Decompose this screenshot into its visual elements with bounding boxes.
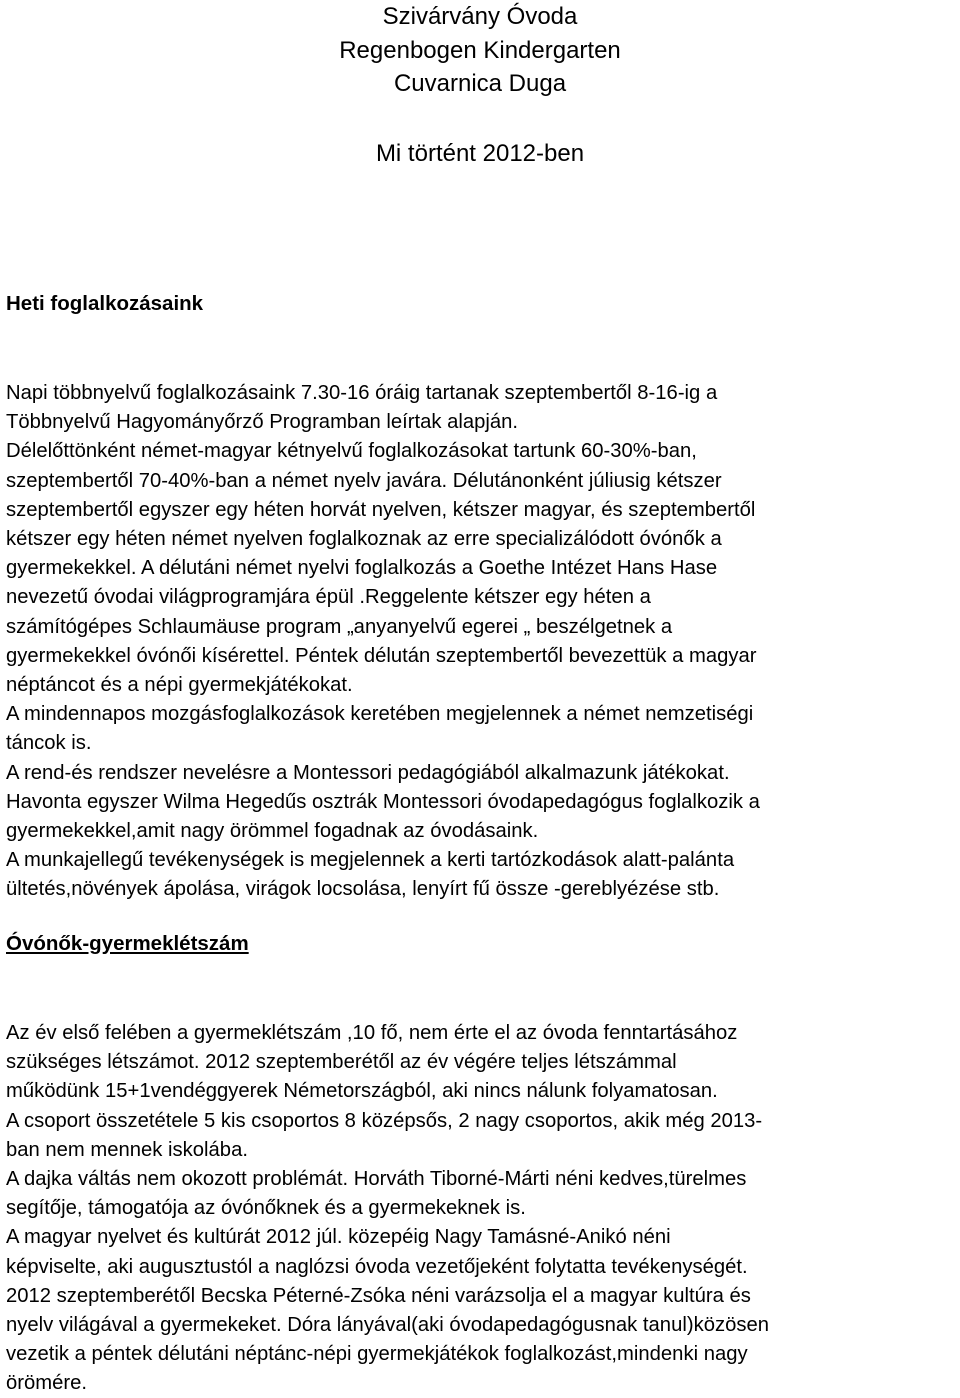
paragraph-staff-children-count xyxy=(6,1018,960,1398)
text-line: örömére. xyxy=(6,1371,88,1395)
title-line-kindergarten-de: Regenbogen Kindergarten xyxy=(339,36,621,64)
document-subtitle: Mi történt 2012-ben xyxy=(375,140,585,167)
text-line: A munkajellegű tevékenységek is megjelennek a kerti tartózkodások alatt-palánta xyxy=(6,848,735,872)
text-line: ban nem mennek iskolába. xyxy=(6,1137,248,1161)
text-line: nyelv világával a gyermekeket. Dóra lányával(aki óvodapedagógusnak tanul)közösen xyxy=(6,1313,769,1337)
text-line: szeptembertől egyszer egy héten horvát nyelven, kétszer magyar, és szeptembertől xyxy=(6,497,756,521)
text-line: szükséges létszámot. 2012 szeptemberétől az év végére teljes létszámmal xyxy=(6,1050,677,1074)
text-line: néptáncot és a népi gyermekjátékokat. xyxy=(6,673,353,697)
text-line: A mindennapos mozgásfoglalkozások keretében megjelennek a német nemzetiségi xyxy=(6,702,754,726)
text-line: vezetik a péntek délutáni néptánc-népi gyermekjátékok foglalkozást,mindenki nagy xyxy=(6,1342,748,1366)
text-line: nevezetű óvodai világprogramjára épül .Reggelente kétszer egy héten a xyxy=(6,585,651,609)
text-line: segítője, támogatója az óvónőknek és a gyermekeknek is. xyxy=(6,1196,526,1220)
text-line: kétszer egy héten német nyelven foglalkoznak az erre specializálódott óvónők a xyxy=(6,527,722,551)
text-line: A magyar nyelvet és kultúrát 2012 júl. közepéig Nagy Tamásné-Anikó néni xyxy=(6,1225,671,1249)
text-line: Havonta egyszer Wilma Hegedűs osztrák Montessori óvodapedagógus foglalkozik a xyxy=(6,789,760,813)
text-line: Többnyelvű Hagyományőrző Programban leírtak alapján. xyxy=(6,410,519,434)
text-line: A csoport összetétele 5 kis csoportos 8 középsős, 2 nagy csoportos, akik még 2013- xyxy=(6,1108,763,1132)
text-line: A dajka váltás nem okozott problémát. Horváth Tiborné-Márti néni kedves,türelmes xyxy=(6,1167,747,1191)
text-line: 2012 szeptemberétől Becska Péterné-Zsóka néni varázsolja el a magyar kultúra és xyxy=(6,1283,751,1307)
text-line: szeptembertől 70-40%-ban a német nyelv javára. Délutánonként júliusig kétszer xyxy=(6,468,722,492)
text-line: ültetés,növények ápolása, virágok locsolása, lenyírt fű össze -gereblyézése stb. xyxy=(6,877,720,901)
text-line: Napi többnyelvű foglalkozásaink 7.30-16 óráig tartanak szeptembertől 8-16-ig a xyxy=(6,381,718,404)
text-line: gyermekekkel óvónői kísérettel. Péntek délután szeptembertől bevezettük a magyar xyxy=(6,643,757,667)
text-line: gyermekekkel. A délutáni német nyelvi foglalkozás a Goethe Intézet Hans Hase xyxy=(6,556,718,580)
text-line: gyermekekkel,amit nagy örömmel fogadnak az óvodásaink. xyxy=(6,819,539,843)
heading-weekly-activities: Heti foglalkozásaink xyxy=(6,292,204,315)
text-line: számítógépes Schlaumäuse program „anyanyelvű egerei „ beszélgetnek a xyxy=(6,614,673,638)
text-line: működünk 15+1vendéggyerek Németországból, aki nincs nálunk folyamatosan. xyxy=(6,1079,718,1103)
text-line: táncok is. xyxy=(6,731,92,755)
text-line: A rend-és rendszer nevelésre a Montessori pedagógiából alkalmazunk játékokat. xyxy=(6,760,730,784)
text-line: Az év első felében a gyermeklétszám ,10 fő, nem érte el az óvoda fenntartásához xyxy=(6,1021,738,1044)
document-title xyxy=(0,0,960,101)
title-line-kindergarten-hr: Cuvarnica Duga xyxy=(393,70,567,97)
heading-staff-children-count: Óvónők-gyermeklétszám xyxy=(6,932,249,955)
text-line: Délelőttönként német-magyar kétnyelvű foglalkozásokat tartunk 60-30%-ban, xyxy=(6,439,697,463)
title-line-kindergarten-hu: Szivárvány Óvoda xyxy=(382,3,578,30)
paragraph-weekly-activities xyxy=(6,378,960,904)
text-line: képviselte, aki augusztustól a naglózsi óvoda vezetőjeként folytatta tevékenységét. xyxy=(6,1254,748,1278)
